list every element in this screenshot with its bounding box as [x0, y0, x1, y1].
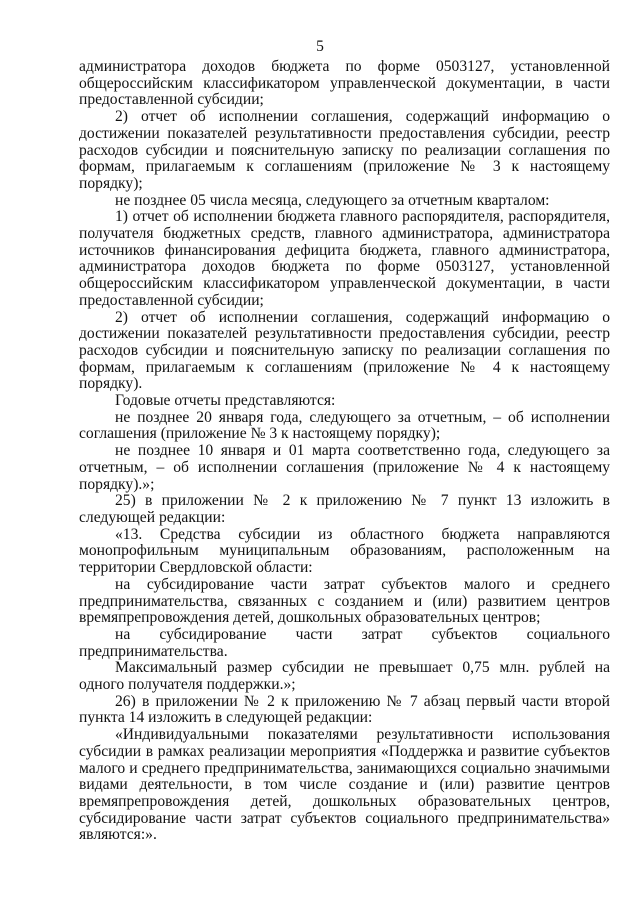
paragraph: не позднее 10 января и 01 марта соответственно года, следующего за отчетным, – об исполнении соглашения (приложение № 4 к настоящему порядку).»;: [79, 442, 610, 493]
paragraph: «Индивидуальными показателями результативности использования субсидии в рамках реализации мероприятия «Поддержка и развитие субъектов малого и среднего предпринимательства, занимающихся социально значимыми видами деятельности, в том числе создание и (или) развитие центров времяпрепровождения детей, дошкольных образовательных центров, субсидирование части затрат субъектов социального предпринимательства» являются:».: [79, 726, 610, 844]
paragraph: не позднее 20 января года, следующего за отчетным, – об исполнении соглашения (приложение № 3 к настоящему порядку);: [79, 408, 610, 443]
paragraph: 2) отчет об исполнении соглашения, содержащий информацию о достижении показателей результативности предоставления субсидии, реестр расходов субсидии и пояснительную записку по реализации соглашения по формам, прилагаемым к соглашениям (приложение № 4 к настоящему порядку).: [79, 308, 610, 393]
paragraph: на субсидирование части затрат субъектов малого и среднего предпринимательства, связанных с созданием и (или) развитием центров времяпрепровождения детей, дошкольных образовательных центров;: [79, 575, 610, 627]
paragraph: на субсидирование части затрат субъектов социального предпринимательства.: [79, 625, 610, 660]
paragraph: 26) в приложении № 2 к приложению № 7 абзац первый части второй пункта 14 изложить в следующей редакции:: [79, 692, 610, 727]
paragraph: администратора доходов бюджета по форме 0503127, установленной общероссийским классификатором управленческой документации, в части предоставленной субсидии;: [79, 58, 610, 109]
paragraph: 1) отчет об исполнении бюджета главного распорядителя, распорядителя, получателя бюджетных средств, главного администратора, администратора источников финансирования дефицита бюджета, главного администратора, администратора доходов бюджета по форме 0503127, установленной общероссийским классификатором управленческой документации, в части предоставленной субсидии;: [79, 208, 610, 309]
paragraph: не позднее 05 числа месяца, следующего за отчетным кварталом:: [115, 191, 550, 209]
page-number: 5: [316, 38, 324, 55]
paragraph: 2) отчет об исполнении соглашения, содержащий информацию о достижении показателей результативности предоставления субсидии, реестр расходов субсидии и пояснительную записку по реализации соглашения по формам, прилагаемым к соглашениям (приложение № 3 к настоящему порядку);: [79, 108, 610, 192]
paragraph: 25) в приложении № 2 к приложению № 7 пункт 13 изложить в следующей редакции:: [79, 492, 610, 526]
paragraph: Годовые отчеты представляются:: [115, 392, 336, 410]
document-body: [79, 59, 610, 844]
paragraph: Максимальный размер субсидии не превышает 0,75 млн. рублей на одного получателя поддержки.»;: [79, 659, 610, 694]
paragraph: «13. Средства субсидии из областного бюджета направляются монопрофильным муниципальным образованиям, расположенным на территории Свердловской области:: [79, 525, 610, 577]
